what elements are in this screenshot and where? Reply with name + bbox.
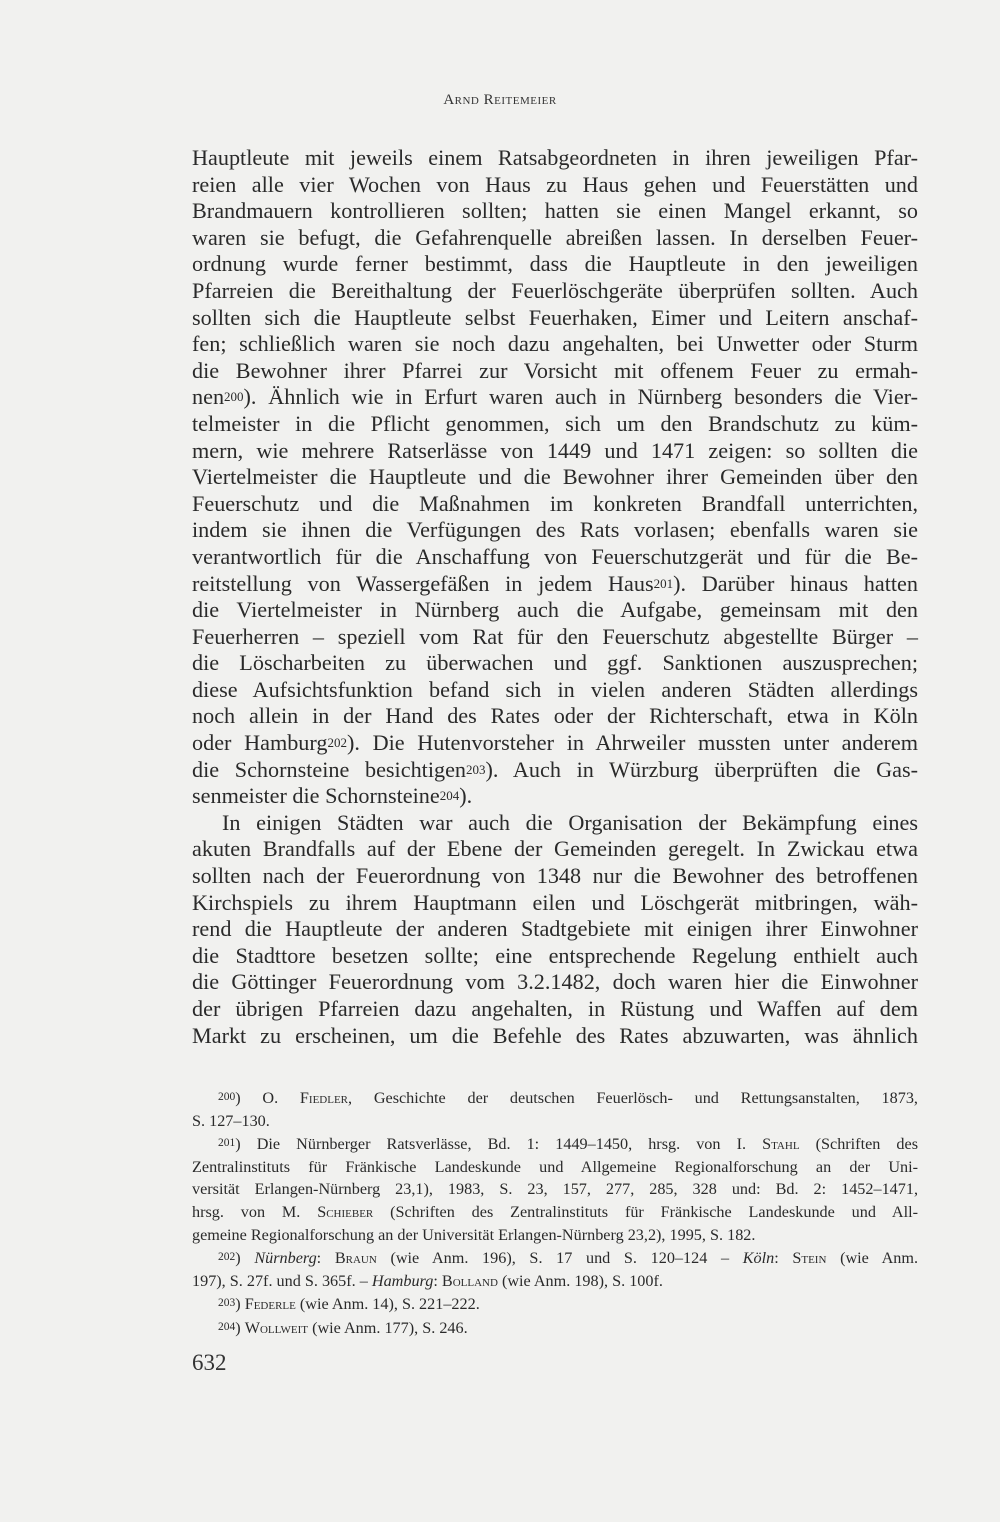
text-line: diese Aufsichtsfunktion befand sich in vielen anderen Städten allerdings — [192, 676, 918, 702]
footnote-number: 203 — [218, 1297, 236, 1310]
text-line: die Viertelmeister in Nürnberg auch die Aufgabe, gemeinsam mit den — [192, 597, 918, 623]
text-line: die Bewohner ihrer Pfarrei zur Vorsicht mit offenem Feuer zu ermah- — [192, 357, 918, 383]
footnote-text: (Schriften des Zentralinstituts für Fränkische Landeskunde und All- — [373, 1202, 918, 1221]
place-name: Hamburg — [371, 1271, 434, 1290]
text-line: Pfarreien die Bereithaltung der Feuerlöschgeräte überprüfen sollten. Auch — [192, 277, 918, 303]
text-line: fen; schließlich waren sie noch dazu angehalten, bei Unwetter oder Sturm — [192, 331, 918, 357]
text-line: sollten sich die Hauptleute selbst Feuerhaken, Eimer und Leitern anschaf- — [192, 304, 918, 330]
text-line: Kirchspiels zu ihrem Hauptmann eilen und Löschgerät mitbringen, wäh- — [192, 889, 918, 915]
text-line: die Löscharbeiten zu überwachen und ggf. Sanktionen auszusprechen; — [192, 650, 918, 676]
text-segment: reitstellung von Wassergefäßen in jedem Haus — [192, 570, 654, 596]
footnote-line: versität Erlangen-Nürnberg 23,1), 1983, S. 23, 157, 277, 285, 328 und: Bd. 2: 1452–1471, — [192, 1180, 918, 1199]
footnote-number: 204 — [218, 1320, 236, 1333]
text-segment: ). Darüber hinaus hatten — [673, 570, 918, 596]
footnote-text: : — [774, 1249, 793, 1268]
text-segment: senmeister die Schornsteine — [192, 783, 440, 809]
author-name: Braun — [334, 1249, 377, 1268]
footnote-text: hrsg. von M. — [192, 1202, 318, 1221]
place-name: Köln — [742, 1249, 775, 1268]
text-line: telmeister in die Pflicht genommen, sich um den Brandschutz zu küm- — [192, 410, 918, 436]
footnote-text: ) — [235, 1295, 245, 1314]
author-name: Stein — [792, 1249, 827, 1268]
footnote-204 — [192, 1316, 918, 1340]
footnote-text: : — [316, 1249, 335, 1268]
text-line: verantwortlich für die Anschaffung von Feuerschutzgerät und für die Be- — [192, 543, 918, 569]
footnote-201 — [192, 1132, 918, 1246]
text-line — [192, 783, 918, 810]
footnote-text: ) O. — [235, 1089, 300, 1107]
text-line: In einigen Städten war auch die Organisation der Bekämpfung eines — [222, 809, 918, 835]
author-name: Stahl — [762, 1135, 800, 1154]
text-segment: oder Hamburg — [192, 730, 328, 756]
footnote-line — [192, 1086, 918, 1110]
text-line: rend die Hauptleute der anderen Stadtgebiete mit einigen ihrer Einwohner — [192, 916, 918, 942]
text-segment: ). — [459, 783, 473, 809]
footnote-ref-201[interactable]: 201 — [653, 575, 674, 591]
text-line: indem sie ihnen die Verfügungen des Rats vorlasen; ebenfalls waren sie — [192, 517, 918, 543]
paragraph — [192, 810, 918, 1049]
text-line: Hauptleute mit jeweils einem Ratsabgeordneten in ihren jeweiligen Pfar- — [192, 145, 918, 170]
text-line: Feuerschutz und die Maßnahmen im konkreten Brandfall unterrichten, — [192, 490, 918, 516]
text-line: mern, wie mehrere Ratserlässe von 1449 und 1471 zeigen: so sollten die — [192, 437, 918, 463]
text-line: akuten Brandfalls auf der Ebene der Gemeinden geregelt. In Zwickau etwa — [192, 836, 918, 862]
text-line: ordnung wurde ferner bestimmt, dass die Hauptleute in den jeweiligen — [192, 251, 918, 277]
footnote-line: Zentralinstituts für Fränkische Landeskunde und Allgemeine Regionalforschung an der Uni- — [192, 1157, 918, 1176]
text-segment: die Schornsteine besichtigen — [192, 756, 467, 782]
footnote-line — [192, 1132, 918, 1156]
footnote-text: (wie Anm. 196), S. 17 und S. 120–124 – — [376, 1249, 743, 1268]
footnote-text: : — [433, 1271, 442, 1290]
running-head: Arnd Reitemeier — [443, 92, 557, 108]
footnote-text: (wie Anm. 177), S. 246. — [308, 1318, 468, 1337]
text-line: Viertelmeister die Hauptleute und die Bewohner ihrer Gemeinden über den — [192, 464, 918, 490]
footnote-ref-204[interactable]: 204 — [439, 788, 460, 804]
footnote-text: ) Die Nürnberger Ratsverlässe, Bd. 1: 1449–1450, hrsg. von I. — [235, 1135, 763, 1154]
text-segment: ). Auch in Würzburg überprüften die Gas- — [485, 756, 918, 782]
text-segment: nen — [192, 384, 225, 410]
footnote-200 — [192, 1086, 918, 1132]
footnote-line — [192, 1270, 918, 1293]
author-name: Schieber — [317, 1202, 374, 1221]
footnotes — [192, 1086, 918, 1340]
footnote-line — [192, 1292, 918, 1316]
text-line — [192, 571, 918, 598]
text-line — [192, 730, 918, 757]
footnote-text: ) — [235, 1318, 245, 1337]
footnote-202 — [192, 1246, 918, 1292]
footnote-text: ) — [235, 1249, 255, 1268]
footnote-line — [192, 1201, 918, 1224]
footnote-203 — [192, 1292, 918, 1316]
author-name: Wollweit — [244, 1318, 309, 1337]
text-line: noch allein in der Hand des Rates oder der Richterschaft, etwa in Köln — [192, 703, 918, 729]
text-line: waren sie befugt, die Gefahrenquelle abreißen lassen. In derselben Feuer- — [192, 224, 918, 250]
text-line — [192, 757, 918, 784]
text-line: reien alle vier Wochen von Haus zu Haus gehen und Feuerstätten und — [192, 171, 918, 197]
footnote-text: (Schriften des — [799, 1135, 918, 1154]
author-name: Bolland — [441, 1271, 498, 1290]
footnote-number: 202 — [218, 1251, 236, 1264]
footnote-text: (wie Anm. — [826, 1249, 919, 1268]
footnote-ref-200[interactable]: 200 — [224, 389, 244, 405]
text-line: sollten nach der Feuerordnung von 1348 nur die Bewohner des betroffenen — [192, 863, 918, 889]
author-name: Fiedler — [299, 1089, 349, 1107]
text-segment: ). Die Hutenvorsteher in Ahrweiler mussten unter anderem — [346, 730, 918, 756]
text-segment: ). Ähnlich wie in Erfurt waren auch in Nürnberg besonders die Vier- — [243, 384, 918, 410]
paragraph — [192, 145, 918, 810]
text-line: die Stadttore besetzen sollte; eine entsprechende Regelung enthielt auch — [192, 942, 918, 968]
place-name: Nürnberg — [254, 1249, 317, 1268]
text-line: der übrigen Pfarreien dazu angehalten, in Rüstung und Waffen auf dem — [192, 996, 918, 1021]
footnote-line: S. 127–130. — [192, 1111, 270, 1130]
footnote-ref-202[interactable]: 202 — [327, 735, 347, 751]
footnote-line — [192, 1246, 918, 1270]
page-number: 632 — [192, 1350, 227, 1375]
main-text — [192, 145, 918, 1049]
text-line — [192, 384, 918, 411]
footnote-text: (wie Anm. 14), S. 221–222. — [295, 1295, 480, 1314]
footnote-text: 197), S. 27f. und S. 365f. – — [192, 1271, 372, 1290]
footnote-number: 200 — [218, 1091, 236, 1103]
footnote-text: (wie Anm. 198), S. 100f. — [497, 1271, 663, 1290]
text-line: Feuerherren – speziell vom Rat für den Feuerschutz abgestellte Bürger – — [192, 623, 918, 649]
footnote-line — [192, 1316, 918, 1340]
author-name: Federle — [244, 1295, 296, 1314]
text-line: Brandmauern kontrollieren sollten; hatten sie einen Mangel erkannt, so — [192, 198, 918, 224]
footnote-ref-203[interactable]: 203 — [466, 761, 486, 777]
text-line: die Göttinger Feuerordnung vom 3.2.1482, doch waren hier die Einwohner — [192, 969, 918, 995]
footnote-line: gemeine Regionalforschung an der Universität Erlangen-Nürnberg 23,2), 1995, S. 182. — [192, 1225, 756, 1244]
footnote-number: 201 — [218, 1137, 236, 1150]
text-line: Markt zu erscheinen, um die Befehle des Rates abzuwarten, was ähnlich — [192, 1022, 918, 1048]
footnote-text: , Geschichte der deutschen Feuerlösch- und Rettungsanstalten, 1873, — [348, 1089, 918, 1107]
